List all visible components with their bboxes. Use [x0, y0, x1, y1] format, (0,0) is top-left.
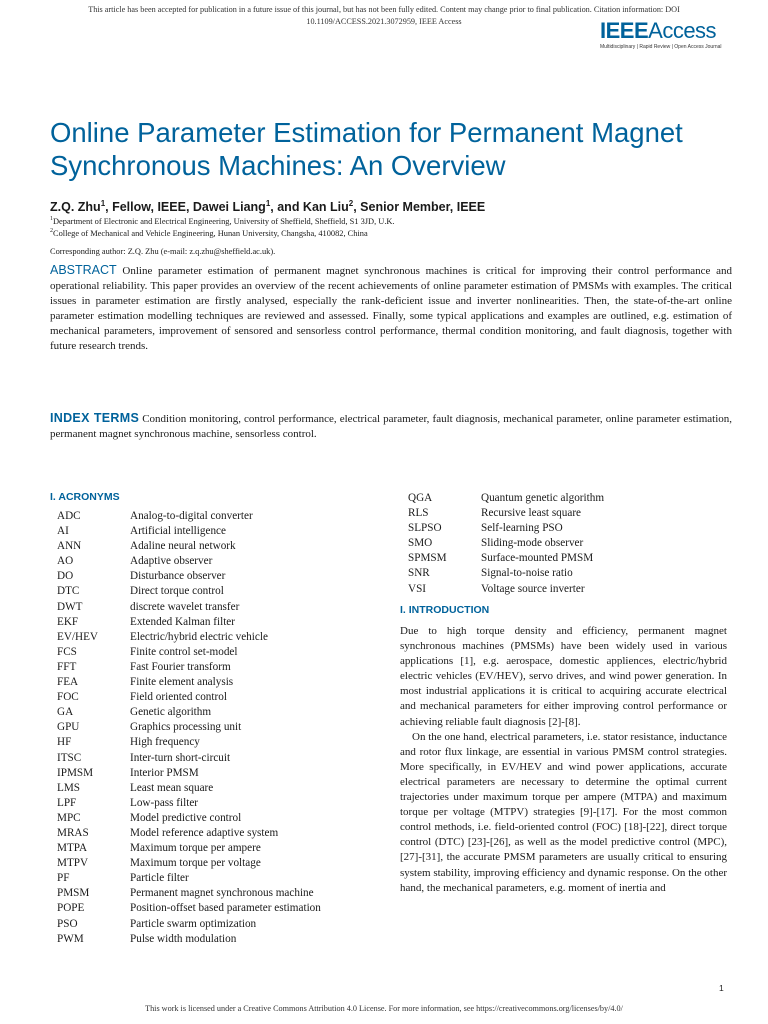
acronym-abbreviation: PF [57, 872, 70, 885]
acronym-abbreviation: POPE [57, 902, 85, 915]
acronym-row [57, 630, 321, 645]
acronym-definition: Artificial intelligence [130, 525, 226, 538]
acronym-definition: Electric/hybrid electric vehicle [130, 630, 268, 643]
author-1: Z.Q. Zhu [50, 200, 101, 215]
acronym-abbreviation: MPC [57, 811, 81, 824]
author-1-affil: 1 [100, 199, 106, 208]
acronym-abbreviation: SNR [408, 567, 430, 580]
acronym-row [57, 751, 321, 766]
acronym-abbreviation: GA [57, 706, 74, 719]
acronym-definition: Low-pass filter [130, 796, 199, 809]
acronym-definition: Self-learning PSO [481, 522, 563, 535]
acronym-row [57, 675, 321, 690]
acronym-definition: Sliding-mode observer [481, 537, 584, 550]
intro-paragraph-2: On the one hand, electrical parameters, i.e. stator resistance, inductance and rotor flux linkage, are essential in various PMSM control strategies. More specifically, in EV/HEV and wind power applications, accurate electrical parameters are necessary to determine the optimal current trajectories under maximum torque per ampere (MTPA) and maximum torque per voltage (MTPV) strategies [9]-[17]. For the most common control methods, i.e. field-oriented control (FOC) [18]-[22], direct torque control (DTC) [23]-[26], as well as the model predictive control (MPC), [27]-[31], the accurate PMSM parameters are usually critical to ensuring system stability, improving efficiency and dynamic response. On the other hand, the mechanical parameters, e.g. moment of inertia and [400, 730, 727, 894]
acronym-abbreviation: SMO [408, 537, 433, 550]
acronym-definition: Recursive least square [481, 507, 582, 520]
acronym-row [57, 690, 321, 705]
affiliation-1-number: 1 [50, 216, 53, 222]
acronym-abbreviation: PSO [57, 917, 78, 930]
acronym-definition: Adaptive observer [130, 555, 213, 568]
acronym-definition: Maximum torque per voltage [130, 857, 261, 870]
acronym-abbreviation: IPMSM [57, 766, 94, 779]
author-2: , Fellow, IEEE, Dawei Liang [105, 200, 266, 215]
intro-paragraph-1: Due to high torque density and efficiency, permanent magnet synchronous machines (PMSMs) have been widely used in various applications [1], e.g. aerospace, domestic appliences, electric/hybrid electric vehicles (EV/HEV), servo drives, and wind power generation. In most industrial applications it is critical to acquiring accurate electrical and mechanical parameters for either improving control performance or achieving reliable fault diagnosis [2]-[8]. [400, 625, 727, 728]
acronym-abbreviation: PWM [57, 932, 84, 945]
index-terms-text: Condition monitoring, control performance, electrical parameter, fault diagnosis, mechanical parameter, online parameter estimation, permanent magnet synchronous machine, sensorless control. [50, 413, 733, 441]
acronym-definition: Signal-to-noise ratio [481, 567, 573, 580]
abstract-text: Online parameter estimation of permanent magnet synchronous machines is critical for improving their control performance and operational reliability. This paper provides an overview of the recent achievements of online parameter estimation of PMSMs with examples. The critical issues in parameter estimation are firstly analysed, especially the rank-deficient issue and inverter nonlinearities. Then, the state-of-the-art online parameter estimation modelling techniques are reviewed and assessed. Finally, some typical applications and examples are outlined, e.g. estimation of mechanical parameters, improvement of sensored and sensorless control performance, thermal condition monitoring, and fault diagnosis, together with future research trends. [50, 265, 732, 353]
acronym-row [408, 582, 604, 597]
acronym-row [57, 584, 321, 599]
acronym-definition: Adaline neural network [130, 540, 236, 553]
acronym-definition: High frequency [130, 736, 200, 749]
acronym-abbreviation: SLPSO [408, 522, 442, 535]
acronym-abbreviation: DO [57, 570, 74, 583]
index-terms [50, 411, 732, 442]
acronym-row [57, 886, 321, 901]
logo-ieee-text: IEEE [600, 18, 649, 43]
author-2-affil: 1 [265, 199, 271, 208]
acronym-abbreviation: DTC [57, 585, 80, 598]
acronym-definition: Fast Fourier transform [130, 660, 231, 673]
acronym-row [57, 871, 321, 886]
acronym-definition: Position-offset based parameter estimation [130, 902, 321, 915]
acronym-definition: Extended Kalman filter [130, 615, 235, 628]
author-3: , and Kan Liu [270, 200, 349, 215]
acronym-row [57, 720, 321, 735]
acronym-abbreviation: FEA [57, 676, 79, 689]
acronym-abbreviation: AO [57, 555, 74, 568]
acronym-list-right [408, 491, 604, 597]
acronym-row [57, 554, 321, 569]
acronym-abbreviation: PMSM [57, 887, 90, 900]
acronym-abbreviation: RLS [408, 507, 429, 520]
acronym-row [57, 509, 321, 524]
author-3-affil: 2 [348, 199, 354, 208]
index-terms-heading: INDEX TERMS [50, 411, 140, 425]
paper-title: Online Parameter Estimation for Permanent Magnet Synchronous Machines: An Overview [50, 117, 683, 181]
publication-notice-line-2: 10.1109/ACCESS.2021.3072959, IEEE Access [306, 17, 462, 26]
acronym-row [57, 524, 321, 539]
acronym-row [57, 932, 321, 947]
acronym-row [408, 551, 604, 566]
acronym-definition: Analog-to-digital converter [130, 510, 253, 522]
acronym-row [57, 917, 321, 932]
acronym-row [408, 491, 604, 506]
acronym-abbreviation: HF [57, 736, 72, 749]
acronym-definition: Permanent magnet synchronous machine [130, 887, 314, 900]
acronym-definition: Direct torque control [130, 585, 224, 598]
acronym-row [57, 600, 321, 615]
acronym-definition: Least mean square [130, 781, 214, 794]
acronym-definition: Surface-mounted PMSM [481, 552, 594, 565]
acronym-abbreviation: ITSC [57, 751, 82, 764]
acronym-definition: Graphics processing unit [130, 721, 242, 734]
acronym-definition: Field oriented control [130, 691, 227, 704]
introduction-body [400, 624, 727, 896]
acronym-row [57, 781, 321, 796]
acronym-row [408, 566, 604, 581]
page-number: 1 [719, 983, 724, 993]
acronym-list-left [57, 509, 321, 947]
acronym-row [57, 826, 321, 841]
acronym-abbreviation: VSI [408, 582, 427, 595]
acronym-definition: Pulse width modulation [130, 932, 237, 945]
section-heading-introduction: I. INTRODUCTION [400, 604, 490, 616]
acronym-abbreviation: MTPA [57, 842, 88, 855]
logo-access-text: Access [648, 18, 717, 43]
acronym-row [57, 705, 321, 720]
acronym-abbreviation: EV/HEV [57, 630, 99, 643]
acronym-row [57, 766, 321, 781]
acronym-definition: Inter-turn short-circuit [130, 751, 231, 764]
acronym-row [57, 856, 321, 871]
abstract [50, 263, 732, 355]
acronym-abbreviation: GPU [57, 721, 80, 734]
acronym-abbreviation: MTPV [57, 857, 89, 870]
corresponding-author: Corresponding author: Z.Q. Zhu (e-mail: z.q.zhu@sheffield.ac.uk). [50, 247, 276, 256]
acronym-definition: Finite control set-model [130, 645, 238, 658]
affiliation-2 [50, 228, 368, 238]
license-footer: This work is licensed under a Creative Commons Attribution 4.0 License. For more information, see https://creativecommons.org/licenses/by/4.0/ [145, 1004, 623, 1013]
acronym-abbreviation: ANN [57, 540, 82, 553]
acronym-row [57, 660, 321, 675]
acronym-abbreviation: ADC [57, 510, 81, 522]
acronym-abbreviation: FFT [57, 660, 77, 673]
affiliation-2-text: College of Mechanical and Vehicle Engineering, Hunan University, Changsha, 410082, China [53, 228, 368, 238]
acronym-definition: Quantum genetic algorithm [481, 492, 605, 504]
acronym-definition: Maximum torque per ampere [130, 842, 261, 855]
acronym-definition: Finite element analysis [130, 676, 234, 689]
acronym-definition: Particle swarm optimization [130, 917, 257, 930]
acronym-row [408, 536, 604, 551]
acronym-abbreviation: LMS [57, 781, 81, 794]
acronym-row [57, 615, 321, 630]
acronym-definition: Voltage source inverter [481, 582, 585, 595]
acronym-row [57, 901, 321, 916]
acronym-definition: Interior PMSM [130, 766, 199, 779]
acronym-abbreviation: QGA [408, 492, 433, 504]
acronym-abbreviation: AI [57, 525, 69, 538]
acronym-row [408, 506, 604, 521]
affiliation-2-number: 2 [50, 228, 53, 234]
acronym-row [57, 796, 321, 811]
affiliation-1 [50, 216, 395, 226]
acronym-abbreviation: EKF [57, 615, 79, 628]
acronym-row [57, 841, 321, 856]
acronym-definition: Particle filter [130, 872, 189, 885]
acronym-definition: discrete wavelet transfer [130, 600, 240, 613]
acronym-abbreviation: FOC [57, 691, 79, 704]
acronym-definition: Disturbance observer [130, 570, 226, 583]
author-line [50, 199, 485, 214]
acronym-row [57, 735, 321, 750]
acronym-definition: Genetic algorithm [130, 706, 212, 719]
acronym-abbreviation: MRAS [57, 826, 89, 839]
author-4: , Senior Member, IEEE [353, 200, 486, 215]
acronym-abbreviation: LPF [57, 796, 77, 809]
acronym-abbreviation: SPMSM [408, 552, 447, 565]
section-heading-acronyms: I. ACRONYMS [50, 491, 120, 503]
acronym-row [57, 569, 321, 584]
acronym-abbreviation: FCS [57, 645, 77, 658]
acronym-row [57, 645, 321, 660]
publication-notice-line-1: This article has been accepted for publication in a future issue of this journal, but has not been fully edited. Content may change prior to final publication. Citation information: DOI [88, 5, 680, 14]
acronym-row [57, 811, 321, 826]
logo-tagline: Multidisciplinary | Rapid Review | Open Access Journal [600, 44, 722, 50]
acronym-definition: Model predictive control [130, 811, 242, 824]
acronym-abbreviation: DWT [57, 600, 83, 613]
acronym-row [57, 539, 321, 554]
affiliation-1-text: Department of Electronic and Electrical Engineering, University of Sheffield, Sheffield, S1 3JD, U.K. [53, 216, 395, 226]
acronym-row [408, 521, 604, 536]
ieee-access-logo [600, 18, 730, 58]
acronym-definition: Model reference adaptive system [130, 826, 279, 839]
abstract-heading: ABSTRACT [50, 263, 117, 277]
